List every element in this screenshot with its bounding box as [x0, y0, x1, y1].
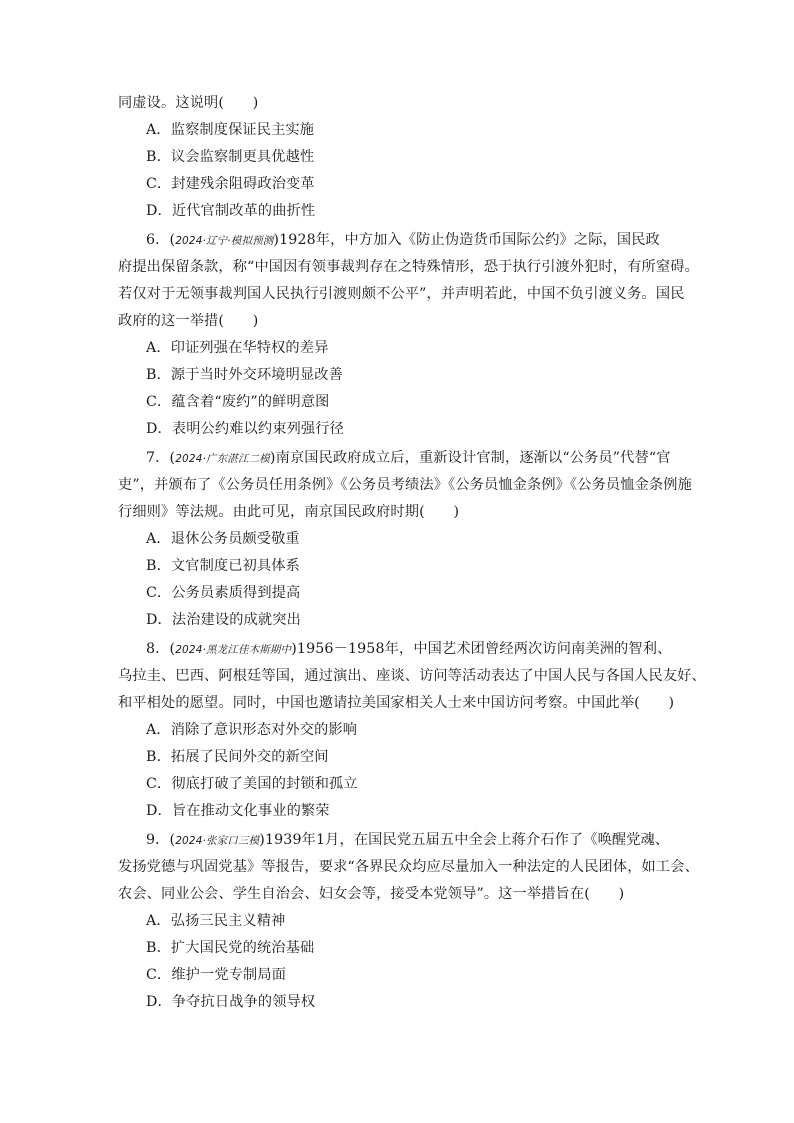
q8-option-a: A．消除了意识形态对外交的影响	[146, 722, 358, 738]
q6-stem-line4: 政府的这一举措( )	[118, 313, 259, 329]
q7-stem-line1	[146, 445, 706, 473]
q7-option-a: A．退休公务员颇受敬重	[146, 531, 300, 547]
q6-option-d: D．表明公约难以约束列强行径	[146, 421, 344, 437]
q8-stem-line1	[146, 636, 706, 664]
q6-stem-line2: 府提出保留条款，称“中国因有领事裁判存在之特殊情形，恐于执行引渡外犯时，有所窒碍。	[118, 259, 699, 275]
q9-stem-line1-text: )1939年1月，在国民党五届五中全会上蒋介石作了《唤醒党魂、	[259, 832, 670, 848]
q7-option-c: C．公务员素质得到提高	[146, 585, 301, 601]
q6-number: 6．(	[146, 232, 176, 248]
q8-option-d: D．旨在推动文化事业的繁荣	[146, 803, 330, 819]
q9-stem-line1	[146, 827, 706, 855]
q8-option-b: B．拓展了民间外交的新空间	[146, 749, 329, 765]
q8-source: 2024·黑龙江佳木斯期中	[175, 644, 292, 656]
q6-source: 2024·辽宁·模拟预测	[175, 235, 274, 247]
q9-option-d: D．争夺抗日战争的领导权	[146, 994, 316, 1010]
q9-stem-line3: 农会、同业公会、学生自治会、妇女会等，接受本党领导”。这一举措旨在( )	[118, 886, 625, 902]
q7-stem-line1-text: )南京国民政府成立后，重新设计官制，逐渐以“公务员”代替“官	[269, 450, 671, 466]
q7-number: 7．(	[146, 450, 176, 466]
q6-option-c: C．蕴含着“废约”的鲜明意图	[146, 394, 330, 410]
q5-option-b: B．议会监察制更具优越性	[146, 149, 315, 165]
q6-stem-line1-text: )1928年，中方加入《防止伪造货币国际公约》之际，国民政	[273, 232, 660, 248]
q8-stem-line1-text: )1956－1958年，中国艺术团曾经两次访问南美洲的智利、	[291, 641, 672, 657]
q7-stem-line3: 行细则》等法规。由此可见，南京国民政府时期( )	[118, 504, 460, 520]
q7-option-b: B．文官制度已初具体系	[146, 558, 300, 574]
q8-stem-line3: 和平相处的愿望。同时，中国也邀请拉美国家相关人士来中国访问考察。中国此举( )	[118, 695, 675, 711]
q8-stem-line2: 乌拉圭、巴西、阿根廷等国，通过演出、座谈、访问等活动表达了中国人民与各国人民友好、	[118, 668, 706, 684]
q5-option-a: A．监察制度保证民主实施	[146, 122, 315, 138]
q9-option-b: B．扩大国民党的统治基础	[146, 940, 315, 956]
q9-stem-line2: 发扬党德与巩固党基》等报告，要求“各界民众均应尽量加入一种法定的人民团体，如工会、	[118, 859, 699, 875]
q7-source: 2024·广东湛江二模	[175, 453, 270, 465]
q6-stem-line3: 若仅对于无领事裁判国人民执行引渡则颇不公平”，并声明若此，中国不负引渡义务。国民	[118, 286, 685, 302]
q5-option-c: C．封建残余阻碍政治变革	[146, 176, 315, 192]
q8-option-c: C．彻底打破了美国的封锁和孤立	[146, 776, 358, 792]
q9-source: 2024·张家口三模	[175, 835, 260, 847]
q5-option-d: D．近代官制改革的曲折性	[146, 203, 316, 219]
q7-stem-line2: 吏”，并颁布了《公务员任用条例》《公务员考绩法》《公务员恤金条例》《公务员恤金条例施	[118, 477, 692, 493]
q9-number: 9．(	[146, 832, 176, 848]
q5-stem-tail: 同虚设。这说明( )	[118, 95, 259, 111]
q7-option-d: D．法治建设的成就突出	[146, 612, 301, 628]
q8-number: 8．(	[146, 641, 176, 657]
q6-option-a: A．印证列强在华特权的差异	[146, 340, 329, 356]
q6-option-b: B．源于当时外交环境明显改善	[146, 367, 343, 383]
q9-option-c: C．维护一党专制局面	[146, 967, 287, 983]
q9-option-a: A．弘扬三民主义精神	[146, 913, 286, 929]
q6-stem-line1	[146, 227, 706, 255]
